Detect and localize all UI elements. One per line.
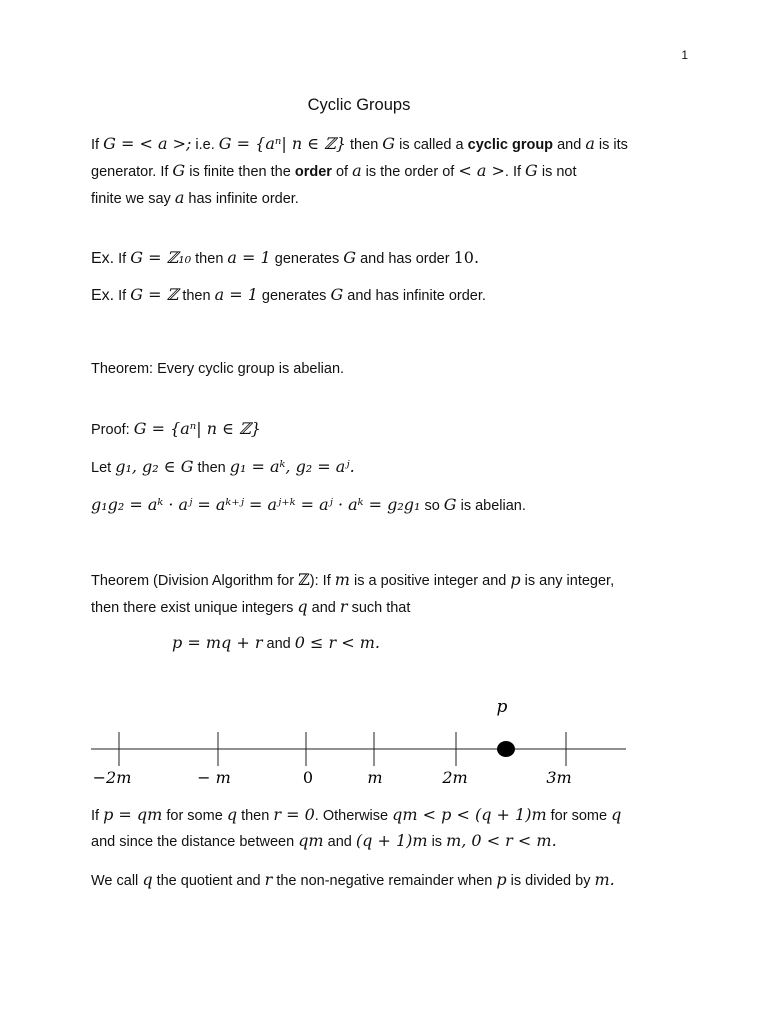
math: G = {aⁿ| n ∈ ℤ}: [133, 419, 261, 438]
text: Let: [91, 460, 112, 476]
tick-label: m: [367, 768, 383, 787]
math: m.: [594, 870, 615, 889]
text: then: [195, 251, 224, 267]
text: and: [266, 636, 291, 652]
bold-term: cyclic group: [467, 137, 554, 153]
theorem-division-line-2: [91, 597, 410, 618]
remainder-line-2: [91, 831, 557, 852]
math: a: [352, 161, 362, 180]
math: G = < a >;: [103, 134, 192, 153]
math: g₁ = aᵏ, g₂ = aʲ.: [229, 457, 355, 476]
proof-line-1: [91, 419, 261, 440]
math: a: [585, 134, 595, 153]
text: Ex.: [91, 287, 115, 304]
math: G = {aⁿ| n ∈ ℤ}: [218, 134, 346, 153]
math: g₁, g₂ ∈ G: [115, 457, 194, 476]
page-title: Cyclic Groups: [307, 96, 411, 114]
point-label: p: [496, 697, 508, 717]
text: If: [118, 288, 127, 304]
text: i.e.: [191, 137, 215, 153]
text: is a positive integer and: [353, 573, 507, 589]
math: m, 0 < r < m.: [446, 831, 557, 850]
math: G: [382, 134, 396, 153]
text: generates: [274, 251, 340, 267]
math: G: [525, 161, 538, 180]
text: so: [424, 498, 440, 514]
proof-line-3: [91, 495, 526, 516]
text: and: [327, 834, 352, 850]
text: and has infinite order.: [347, 288, 486, 304]
math: G = ℤ: [130, 285, 179, 304]
text: is its: [598, 137, 628, 153]
text: Proof:: [91, 422, 130, 438]
text: If: [91, 808, 100, 824]
text: . Otherwise: [314, 808, 389, 824]
math: G = ℤ₁₀: [130, 248, 192, 267]
tick-label: 3m: [546, 768, 572, 787]
text: is the order of: [365, 164, 455, 180]
text: Theorem (Division Algorithm for: [91, 573, 295, 589]
text: of: [335, 164, 349, 180]
text: is any integer,: [524, 573, 615, 589]
text: is abelian.: [460, 498, 526, 514]
text: and: [557, 137, 582, 153]
text: finite we say: [91, 191, 171, 207]
math: q: [611, 805, 622, 824]
tick-label: −2m: [92, 768, 132, 787]
math: 0 ≤ r < m.: [294, 633, 380, 652]
math: G: [330, 285, 344, 304]
text: Ex.: [91, 250, 115, 267]
text: If: [118, 251, 127, 267]
math: p = qm: [103, 805, 163, 824]
text: ): If: [309, 573, 331, 589]
math: r = 0: [273, 805, 315, 824]
text: then: [241, 808, 270, 824]
intro-line-2: [91, 161, 577, 182]
math: ℤ: [298, 570, 310, 589]
math: 10.: [453, 248, 480, 267]
number-line-figure: [0, 690, 768, 800]
math: p = mq + r: [172, 633, 263, 652]
math: a = 1: [214, 285, 258, 304]
text: then: [182, 288, 211, 304]
text: for some: [550, 808, 608, 824]
example-1: [91, 248, 479, 269]
math: G: [443, 495, 457, 514]
math: G: [343, 248, 357, 267]
text: and: [311, 600, 336, 616]
math: p: [510, 570, 521, 589]
text: then: [350, 137, 379, 153]
text: If: [91, 137, 100, 153]
math: < a >: [458, 161, 505, 180]
text: generates: [261, 288, 327, 304]
math: qm: [298, 831, 324, 850]
text: is not: [541, 164, 577, 180]
text: We call: [91, 873, 139, 889]
text: the quotient and: [156, 873, 261, 889]
text: and since the distance between: [91, 834, 295, 850]
remainder-line-3: [91, 870, 615, 891]
remainder-line-1: [91, 805, 621, 826]
text: is finite then the: [189, 164, 291, 180]
tick-label: 0: [302, 768, 314, 787]
intro-line-1: [91, 134, 628, 155]
math: r: [264, 870, 273, 889]
text: for some: [166, 808, 223, 824]
text: has infinite order.: [188, 191, 299, 207]
theorem-division-equation: [172, 633, 380, 654]
math: G: [172, 161, 186, 180]
text: is: [431, 834, 443, 850]
text: is called a: [399, 137, 464, 153]
point-p-dot: [497, 741, 515, 757]
math: q: [142, 870, 153, 889]
math: g₁g₂ = aᵏ · aʲ = aᵏ⁺ʲ = aʲ⁺ᵏ = aʲ · aᵏ = g₂g₁: [91, 495, 421, 514]
text: the non-negative remainder when: [276, 873, 493, 889]
theorem-division-line-1: [91, 570, 614, 591]
text: and has order: [360, 251, 450, 267]
math: qm < p < (q + 1)m: [392, 805, 547, 824]
math: (q + 1)m: [355, 831, 428, 850]
text: then there exist unique integers: [91, 600, 294, 616]
proof-line-2: [91, 457, 355, 478]
text: generator. If: [91, 164, 169, 180]
bold-term: order: [294, 164, 332, 180]
tick-label: − m: [197, 768, 231, 787]
theorem-cyclic-abelian: Theorem: Every cyclic group is abelian.: [91, 361, 345, 377]
tick-label: 2m: [442, 768, 468, 787]
math: q: [226, 805, 238, 824]
intro-line-3: [91, 188, 299, 209]
math: p: [496, 870, 507, 889]
page-number: 1: [681, 48, 688, 62]
math: q: [297, 597, 308, 616]
example-2: [91, 285, 486, 306]
math: r: [339, 597, 348, 616]
text: such that: [351, 600, 411, 616]
text: is divided by: [510, 873, 591, 889]
math: m: [334, 570, 350, 589]
math: a = 1: [227, 248, 271, 267]
math: a: [174, 188, 185, 207]
text: . If: [504, 164, 522, 180]
text: then: [197, 460, 226, 476]
